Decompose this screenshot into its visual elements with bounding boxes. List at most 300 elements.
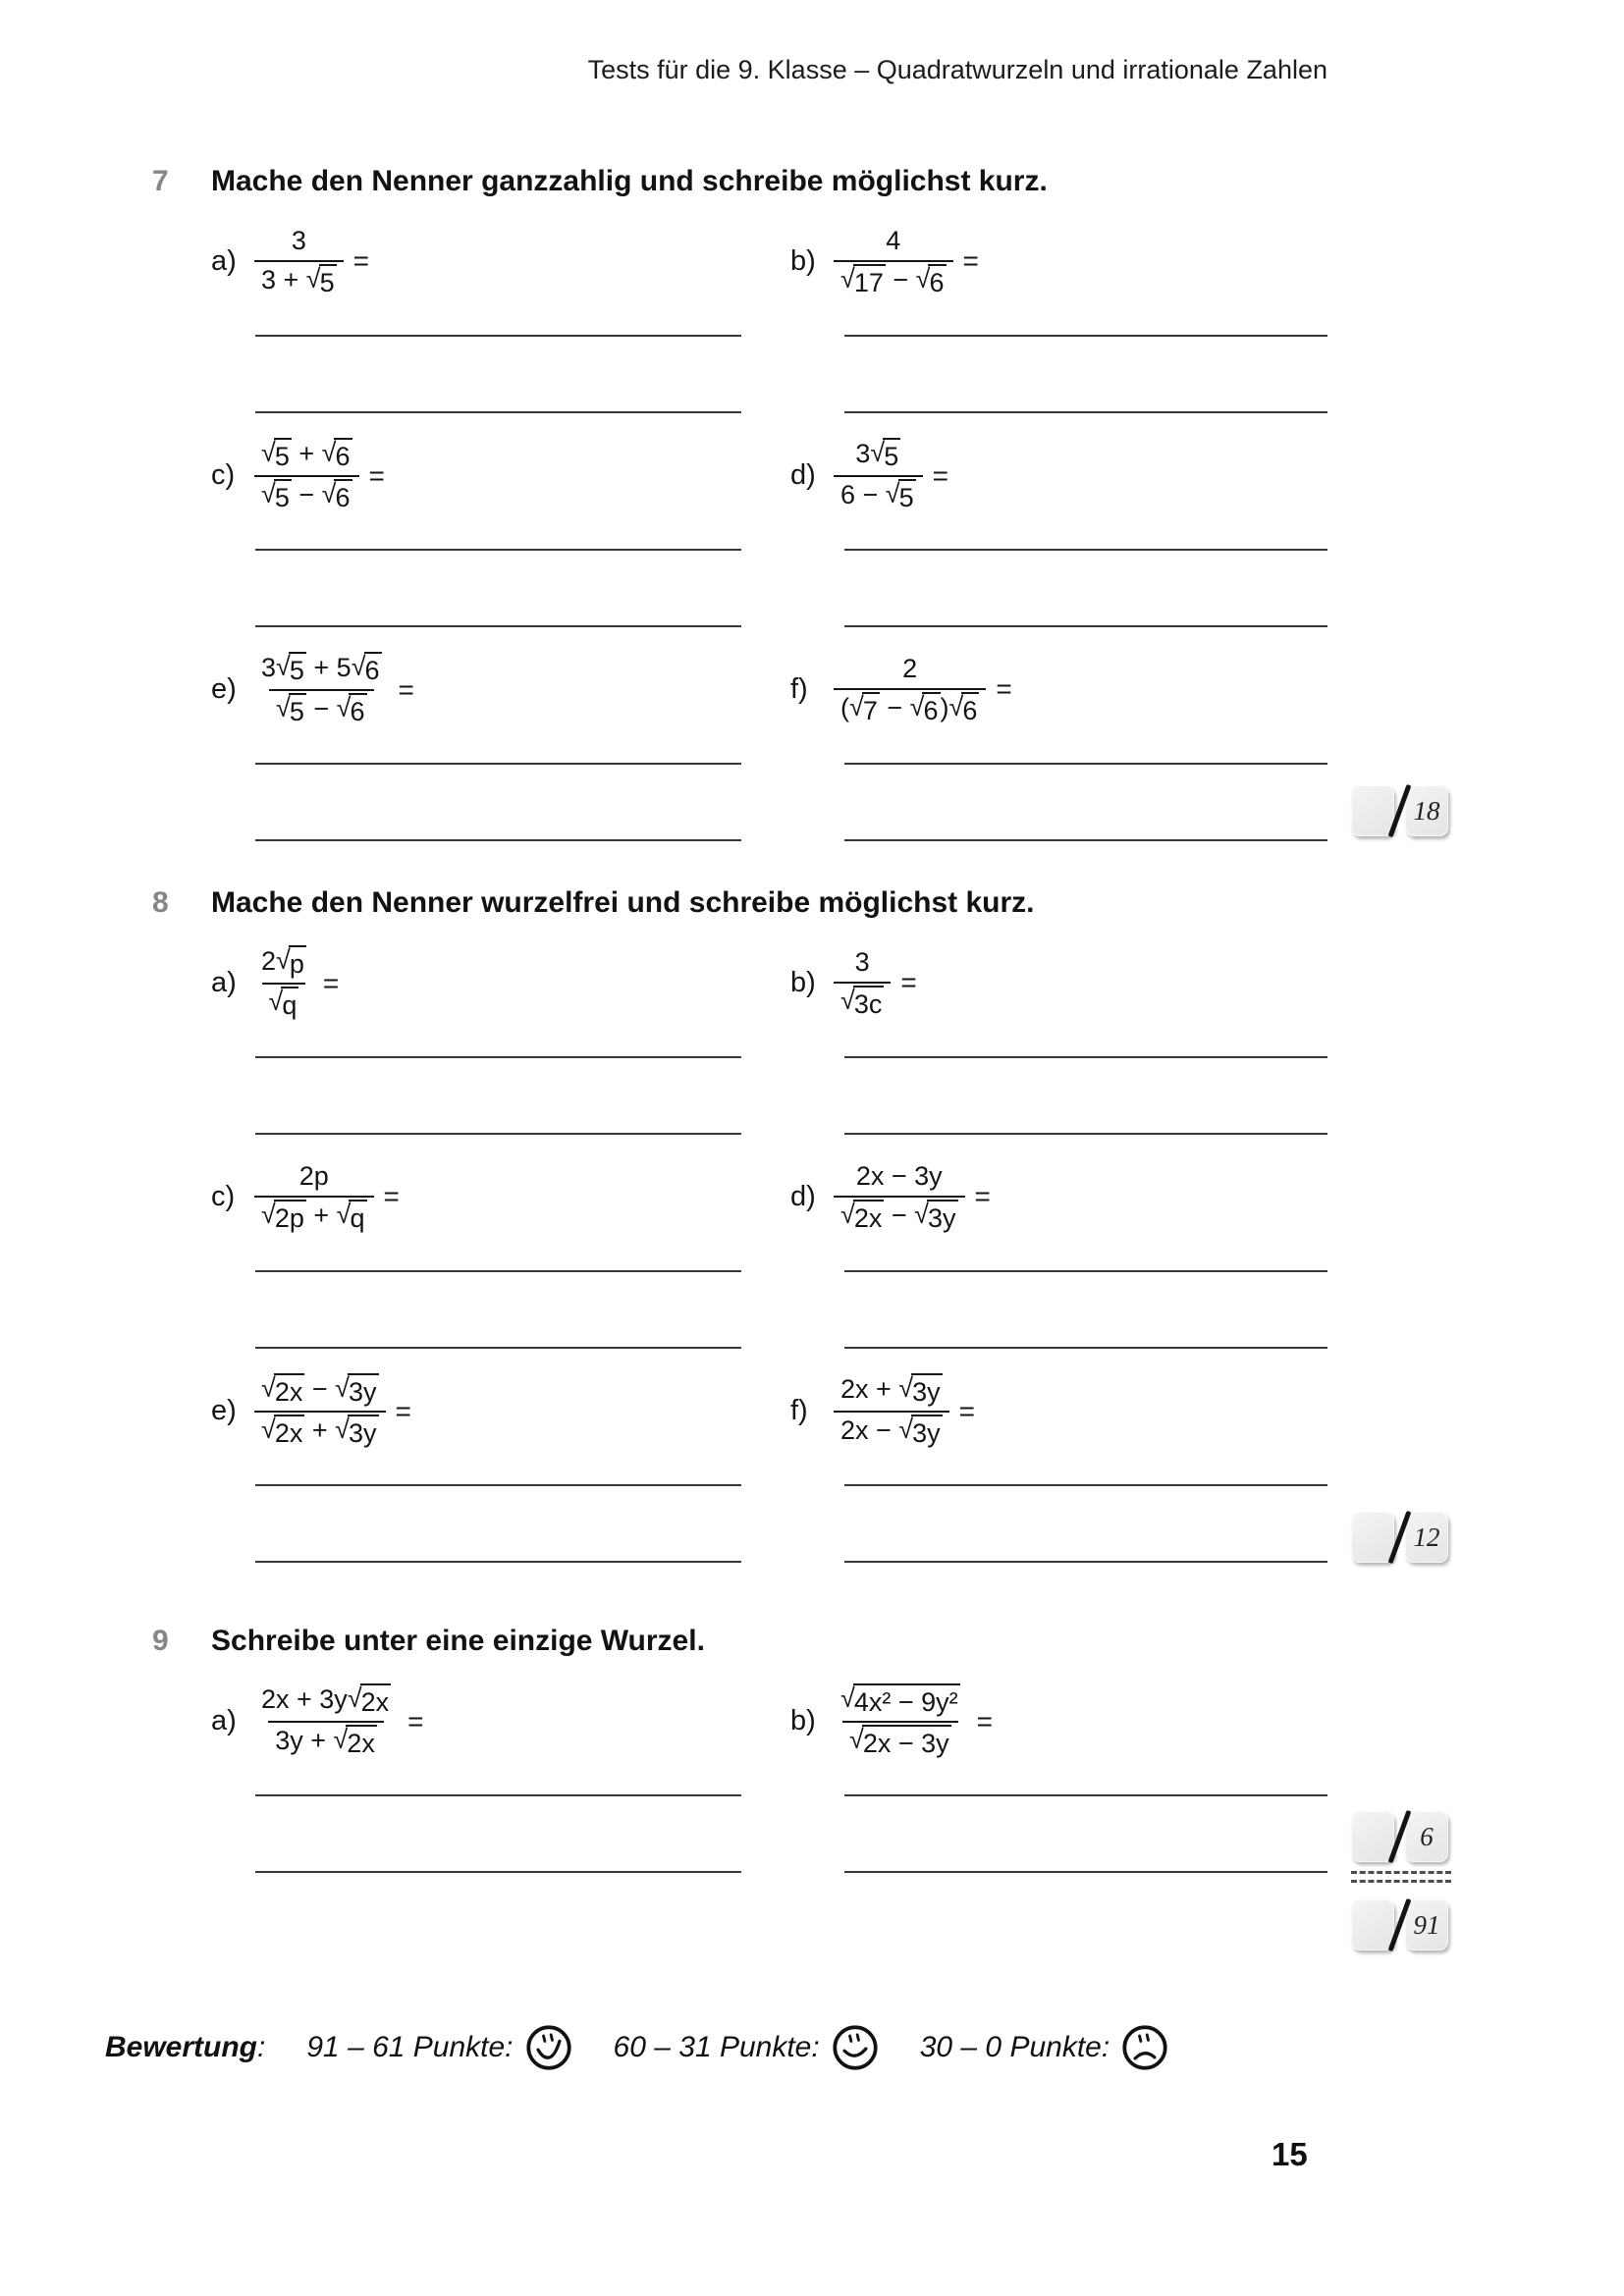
radicand: 3c xyxy=(853,986,885,1020)
answer-line-cell xyxy=(790,1792,1330,1796)
sqrt-radical xyxy=(322,479,352,513)
answer-line-cell xyxy=(211,623,790,627)
sqrt-radical xyxy=(276,693,306,727)
exercise-part xyxy=(790,1158,1330,1236)
fraction-denominator xyxy=(269,689,374,729)
smiley-happy-icon xyxy=(525,2024,572,2071)
sqrt-radical xyxy=(914,1200,957,1234)
answer-line xyxy=(844,761,1327,765)
radicand: 6 xyxy=(334,479,352,513)
equals-sign: = xyxy=(962,245,979,277)
sqrt-sign-icon: √ xyxy=(840,1199,855,1229)
fraction-numerator xyxy=(254,1682,398,1720)
fraction xyxy=(254,436,359,515)
answer-line xyxy=(255,623,741,627)
answer-line-cell xyxy=(790,1869,1330,1873)
equals-sign: = xyxy=(398,673,414,705)
formula-row xyxy=(211,217,1330,307)
equals-sign: = xyxy=(976,1705,993,1736)
answer-line xyxy=(255,1559,741,1563)
sqrt-radical xyxy=(337,693,367,727)
answer-line-cell xyxy=(211,837,790,841)
fraction xyxy=(834,1158,965,1236)
equals-sign: = xyxy=(407,1705,424,1736)
fraction-denominator xyxy=(834,260,953,300)
sqrt-sign-icon: √ xyxy=(915,263,931,294)
fraction xyxy=(254,1682,398,1761)
math-text: + xyxy=(304,1415,336,1445)
sqrt-radical xyxy=(898,1415,942,1449)
answer-line xyxy=(844,547,1327,551)
part-label: a) xyxy=(211,244,237,277)
max-points-box: 18 xyxy=(1405,785,1448,836)
answer-line xyxy=(255,409,741,413)
math-text: + xyxy=(305,1200,337,1230)
smiley-sad-icon xyxy=(1121,2024,1168,2071)
math-text: − xyxy=(884,1200,915,1230)
answer-line xyxy=(255,547,741,551)
answer-line-cell xyxy=(790,623,1330,627)
part-label: b) xyxy=(790,244,816,277)
fraction xyxy=(834,1371,949,1451)
answer-line-cell xyxy=(211,1131,790,1135)
exercise-part xyxy=(211,436,790,515)
sqrt-sign-icon: √ xyxy=(347,1683,362,1714)
fraction-denominator xyxy=(834,688,986,728)
math-text: − xyxy=(304,1374,336,1405)
answer-line xyxy=(844,837,1327,841)
sqrt-radical xyxy=(276,652,306,686)
answer-line-cell xyxy=(211,1869,790,1873)
answer-line-row xyxy=(211,1869,1330,1873)
part-label: f) xyxy=(790,672,808,705)
answer-line xyxy=(255,1054,741,1058)
points-box-exercise-7 xyxy=(1351,783,1448,838)
math-text: 2p xyxy=(298,1160,329,1191)
part-label: f) xyxy=(790,1395,808,1426)
max-points-box: 6 xyxy=(1405,1811,1448,1862)
sqrt-radical xyxy=(261,1373,304,1408)
math-text: + xyxy=(291,439,322,469)
formula-row xyxy=(211,645,1330,735)
sqrt-radical xyxy=(335,1373,378,1408)
answer-line-cell xyxy=(211,1559,790,1563)
sqrt-radical xyxy=(840,264,886,298)
radicand: 6 xyxy=(349,693,366,727)
fraction xyxy=(254,650,389,729)
sqrt-radical xyxy=(840,1683,960,1718)
math-text: 2x − xyxy=(840,1415,899,1445)
answer-line xyxy=(255,837,741,841)
rating-text: 60 – 31 Punkte: xyxy=(613,2031,820,2063)
rating-row xyxy=(105,2024,1168,2071)
radicand: 17 xyxy=(853,264,886,298)
fraction-numerator xyxy=(848,436,907,474)
radicand: 2x xyxy=(274,1373,305,1408)
fraction-numerator xyxy=(254,1371,386,1410)
answer-line-cell xyxy=(211,1268,790,1272)
radicand: 5 xyxy=(274,479,292,513)
radicand: 3y xyxy=(911,1415,943,1449)
exercise-part xyxy=(211,943,790,1023)
fraction-numerator xyxy=(293,1158,336,1196)
answer-line-cell xyxy=(211,761,790,765)
answer-line-cell xyxy=(790,1131,1330,1135)
sqrt-sign-icon: √ xyxy=(840,985,855,1015)
answer-line-row xyxy=(211,409,1330,413)
math-text: 6 − xyxy=(840,479,886,509)
radicand: 3y xyxy=(348,1415,379,1449)
answer-line-cell xyxy=(790,1268,1330,1272)
equals-sign: = xyxy=(368,459,385,491)
part-label: d) xyxy=(790,459,816,491)
sqrt-sign-icon: √ xyxy=(305,263,321,294)
sqrt-radical xyxy=(261,1415,304,1449)
sqrt-sign-icon: √ xyxy=(276,692,291,722)
answer-line xyxy=(255,761,741,765)
sqrt-radical xyxy=(348,1683,391,1718)
answer-line-cell xyxy=(211,547,790,551)
points-box-exercise-9 xyxy=(1351,1809,1448,1864)
sqrt-radical xyxy=(269,987,299,1021)
sqrt-sign-icon: √ xyxy=(885,478,900,508)
exercise-part xyxy=(790,651,1330,728)
radicand: 5 xyxy=(319,264,337,298)
radicand: 6 xyxy=(928,264,946,298)
points-box-exercise-8 xyxy=(1351,1510,1448,1565)
sqrt-sign-icon: √ xyxy=(276,945,291,976)
math-text: 3 xyxy=(261,653,277,683)
formula-row xyxy=(211,938,1330,1029)
exercise-heading xyxy=(152,886,1330,921)
sqrt-radical xyxy=(840,986,884,1020)
math-text: − xyxy=(305,693,337,723)
equals-sign: = xyxy=(322,967,340,998)
sqrt-radical xyxy=(306,264,337,298)
answer-line xyxy=(255,1345,741,1349)
sqrt-sign-icon: √ xyxy=(840,1683,855,1714)
radicand: p xyxy=(289,945,306,980)
total-separator-dashes xyxy=(1351,1871,1451,1883)
answer-line xyxy=(255,1482,741,1486)
math-text: 3y + xyxy=(275,1725,334,1755)
max-points-box: 91 xyxy=(1405,1899,1448,1950)
answer-line xyxy=(844,333,1327,337)
sqrt-sign-icon: √ xyxy=(914,1199,929,1229)
fraction-denominator xyxy=(268,1721,384,1761)
answer-line xyxy=(255,1268,741,1272)
exercise-9 xyxy=(152,1625,1330,1873)
radicand: q xyxy=(281,987,298,1021)
part-label: b) xyxy=(790,966,816,998)
answer-line-row xyxy=(211,761,1330,765)
sqrt-sign-icon: √ xyxy=(909,691,925,721)
exercise-part xyxy=(211,1158,790,1236)
sqrt-radical xyxy=(870,438,900,472)
radicand: 3y xyxy=(927,1200,958,1234)
math-text: 2x + xyxy=(840,1374,899,1405)
equals-sign: = xyxy=(900,967,917,998)
equals-sign: = xyxy=(958,1395,976,1426)
exercise-title: Schreibe unter eine einzige Wurzel. xyxy=(211,1625,705,1657)
fraction-numerator xyxy=(895,651,924,688)
sqrt-sign-icon: √ xyxy=(848,1724,864,1754)
equals-sign: = xyxy=(932,459,949,491)
radicand: 6 xyxy=(334,438,352,472)
sqrt-sign-icon: √ xyxy=(321,438,337,468)
achieved-points-box xyxy=(1351,785,1394,836)
radicand: 6 xyxy=(364,652,382,686)
smiley-neutral-icon xyxy=(832,2024,879,2071)
radicand: 5 xyxy=(289,652,306,686)
answer-line xyxy=(255,1131,741,1135)
math-text: ) xyxy=(940,692,949,722)
math-text: + 5 xyxy=(305,653,352,683)
achieved-points-box xyxy=(1351,1811,1394,1862)
math-text: 4 xyxy=(886,225,901,255)
fraction-denominator xyxy=(842,1721,958,1761)
fraction xyxy=(834,223,953,300)
sqrt-sign-icon: √ xyxy=(351,652,366,682)
answer-line-row xyxy=(211,1482,1330,1486)
equals-sign: = xyxy=(395,1395,411,1426)
fraction-denominator xyxy=(262,983,306,1023)
answer-line xyxy=(844,1792,1327,1796)
rating-text: 91 – 61 Punkte: xyxy=(306,2031,514,2063)
radicand: 2x xyxy=(853,1200,885,1234)
answer-line-row xyxy=(211,1345,1330,1349)
answer-line-row xyxy=(211,1131,1330,1135)
answer-line-cell xyxy=(790,333,1330,337)
answer-line xyxy=(844,623,1327,627)
part-label: a) xyxy=(211,967,237,998)
answer-line xyxy=(844,1482,1327,1486)
fraction-numerator xyxy=(834,1682,967,1720)
max-points-box: 12 xyxy=(1405,1512,1448,1563)
fraction xyxy=(834,944,891,1022)
answer-line-row xyxy=(211,1054,1330,1058)
exercise-part xyxy=(211,1371,790,1451)
points-box-total xyxy=(1351,1897,1448,1952)
sqrt-radical xyxy=(916,264,947,298)
sqrt-radical xyxy=(337,1200,367,1234)
sqrt-sign-icon: √ xyxy=(333,1724,349,1754)
sqrt-radical xyxy=(910,692,941,726)
part-label: c) xyxy=(211,459,236,491)
exercise-heading xyxy=(152,165,1330,199)
fraction-numerator xyxy=(849,1158,949,1196)
radicand: 2x xyxy=(346,1725,377,1759)
sqrt-sign-icon: √ xyxy=(898,1414,914,1444)
answer-line xyxy=(844,1131,1327,1135)
radicand: 2x xyxy=(274,1415,305,1449)
radicand: 5 xyxy=(883,438,900,472)
answer-line-cell xyxy=(790,837,1330,841)
sqrt-sign-icon: √ xyxy=(336,1199,352,1229)
rating-item-neutral xyxy=(614,2024,879,2071)
sqrt-sign-icon: √ xyxy=(335,1414,350,1444)
fraction-denominator xyxy=(254,260,344,300)
answer-line-row xyxy=(211,547,1330,551)
exercise-part xyxy=(790,944,1330,1022)
sqrt-sign-icon: √ xyxy=(261,478,276,508)
exercise-number: 8 xyxy=(152,886,169,919)
formula-row xyxy=(211,1677,1330,1767)
fraction-numerator xyxy=(254,650,389,688)
sqrt-radical xyxy=(261,479,292,513)
math-text: 3 xyxy=(291,225,306,255)
answer-line xyxy=(844,1268,1327,1272)
sqrt-radical xyxy=(334,1725,377,1759)
answer-line xyxy=(844,1559,1327,1563)
radicand: 2x − 3y xyxy=(862,1725,951,1759)
fraction-numerator xyxy=(834,1371,949,1410)
answer-line-row xyxy=(211,333,1330,337)
fraction-numerator xyxy=(254,436,359,474)
sqrt-radical xyxy=(849,1725,951,1759)
page-header: Tests für die 9. Klasse – Quadratwurzeln und irrationale Zahlen xyxy=(587,55,1327,84)
equals-sign: = xyxy=(996,673,1012,705)
exercise-heading xyxy=(152,1625,1330,1659)
achieved-points-box xyxy=(1351,1899,1394,1950)
radicand: q xyxy=(349,1200,366,1234)
sqrt-radical xyxy=(322,438,352,472)
fraction-numerator xyxy=(254,943,313,982)
sqrt-radical xyxy=(352,652,382,686)
fraction-denominator xyxy=(254,475,359,515)
answer-line-cell xyxy=(790,547,1330,551)
answer-line-cell xyxy=(790,1482,1330,1486)
math-text: 2 xyxy=(261,946,277,977)
sqrt-radical xyxy=(898,1373,942,1408)
sqrt-sign-icon: √ xyxy=(261,1414,276,1444)
answer-line xyxy=(844,1345,1327,1349)
answer-line-cell xyxy=(211,1054,790,1058)
sqrt-sign-icon: √ xyxy=(336,692,352,722)
equals-sign: = xyxy=(352,245,370,277)
formula-row xyxy=(211,1366,1330,1457)
fraction xyxy=(834,436,923,515)
fraction-numerator xyxy=(285,223,313,260)
answer-line xyxy=(844,1054,1327,1058)
answer-line-row xyxy=(211,837,1330,841)
fraction-denominator xyxy=(834,982,891,1022)
fraction xyxy=(254,1158,374,1236)
answer-line-cell xyxy=(211,1345,790,1349)
math-text: − xyxy=(291,479,322,509)
sqrt-sign-icon: √ xyxy=(898,1373,914,1404)
achieved-points-box xyxy=(1351,1512,1394,1563)
answer-line-cell xyxy=(790,1345,1330,1349)
fraction xyxy=(254,223,344,300)
fraction-numerator xyxy=(848,944,877,982)
math-text: ( xyxy=(840,692,849,722)
math-text: 3 xyxy=(855,439,871,469)
sqrt-sign-icon: √ xyxy=(840,263,855,294)
math-text: 2x − 3y xyxy=(855,1160,943,1191)
fraction-denominator xyxy=(834,1411,949,1451)
part-label: d) xyxy=(790,1180,816,1212)
exercise-8 xyxy=(152,886,1330,1563)
fraction xyxy=(834,651,986,728)
fraction xyxy=(834,1682,967,1761)
sqrt-sign-icon: √ xyxy=(335,1373,350,1404)
rating-label: Bewertung xyxy=(105,2031,258,2063)
exercise-part xyxy=(790,436,1330,515)
answer-line-row xyxy=(211,1268,1330,1272)
sqrt-sign-icon: √ xyxy=(849,691,864,721)
sqrt-sign-icon: √ xyxy=(261,438,276,468)
sqrt-radical xyxy=(840,1200,884,1234)
sqrt-sign-icon: √ xyxy=(870,438,886,468)
fraction-numerator xyxy=(879,223,907,260)
exercise-7 xyxy=(152,165,1330,841)
sqrt-sign-icon: √ xyxy=(276,652,291,682)
exercise-title: Mache den Nenner wurzelfrei und schreibe möglichst kurz. xyxy=(211,886,1035,919)
part-label: b) xyxy=(790,1705,816,1736)
sqrt-sign-icon: √ xyxy=(948,691,964,721)
sqrt-sign-icon: √ xyxy=(261,1373,276,1404)
exercise-part xyxy=(211,650,790,729)
radicand: 3y xyxy=(348,1373,379,1408)
answer-line-cell xyxy=(790,1054,1330,1058)
exercise-number: 9 xyxy=(152,1625,169,1657)
fraction xyxy=(254,1371,386,1451)
equals-sign: = xyxy=(974,1181,991,1212)
part-label: e) xyxy=(211,673,237,705)
rating-item-happy xyxy=(306,2024,571,2071)
page-number: 15 xyxy=(1272,2136,1308,2172)
answer-line-row xyxy=(211,1559,1330,1563)
radicand: 6 xyxy=(922,692,940,726)
answer-line-cell xyxy=(790,761,1330,765)
exercise-part xyxy=(211,223,790,300)
sqrt-sign-icon: √ xyxy=(268,986,284,1016)
exercise-part xyxy=(790,223,1330,300)
answer-line-row xyxy=(211,1792,1330,1796)
part-label: e) xyxy=(211,1395,237,1426)
radicand: 5 xyxy=(289,693,306,727)
rating-item-sad xyxy=(920,2024,1168,2071)
fraction xyxy=(254,943,313,1023)
radicand: 5 xyxy=(274,438,292,472)
answer-line-cell xyxy=(211,409,790,413)
rating-colon: : xyxy=(257,2031,266,2063)
radicand: 4x² − 9y² xyxy=(853,1683,960,1718)
math-text: − xyxy=(885,264,916,294)
exercise-part xyxy=(211,1682,790,1761)
answer-line xyxy=(844,1869,1327,1873)
answer-line-cell xyxy=(211,1482,790,1486)
exercise-number: 7 xyxy=(152,165,169,197)
sqrt-radical xyxy=(261,438,292,472)
sqrt-radical xyxy=(335,1415,378,1449)
part-label: c) xyxy=(211,1180,236,1212)
equals-sign: = xyxy=(383,1181,400,1212)
radicand: 2x xyxy=(360,1683,392,1718)
radicand: 7 xyxy=(862,692,880,726)
radicand: 5 xyxy=(898,479,916,513)
exercise-title: Mache den Nenner ganzzahlig und schreibe möglichst kurz. xyxy=(211,165,1048,197)
answer-line xyxy=(255,1869,741,1873)
formula-row xyxy=(211,1152,1330,1243)
part-label: a) xyxy=(211,1705,237,1736)
sqrt-radical xyxy=(849,692,880,726)
answer-line xyxy=(844,409,1327,413)
sqrt-sign-icon: √ xyxy=(261,1199,276,1229)
exercise-part xyxy=(790,1682,1330,1761)
answer-line-cell xyxy=(211,1792,790,1796)
